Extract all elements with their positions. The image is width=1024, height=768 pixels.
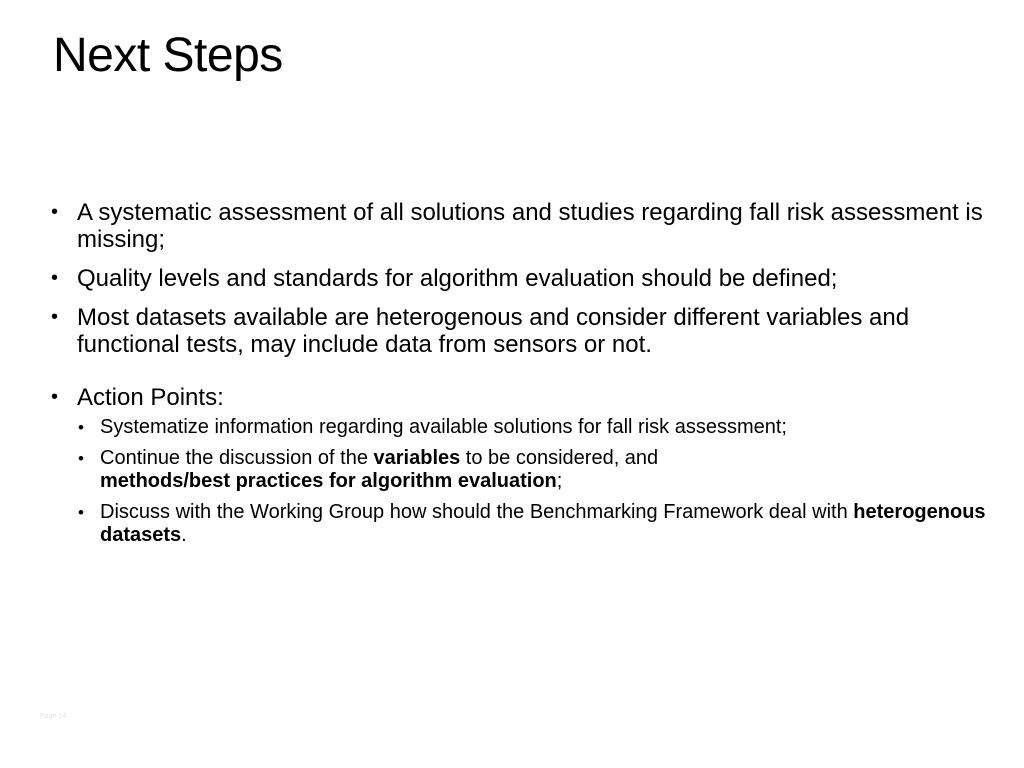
slide-title: Next Steps (53, 29, 283, 82)
sub-bullet-bold: variables (373, 447, 461, 469)
sub-bullet-text: Systematize information regarding available solutions for fall risk assessment; (100, 416, 787, 438)
bullet-item (48, 265, 988, 292)
sub-bullet-text: Continue the discussion of the (100, 447, 374, 469)
sub-bullet-marker: • (78, 503, 84, 522)
bullet-marker: • (51, 201, 59, 223)
bullet-text: Quality levels and standards for algorithm evaluation should be defined; (77, 265, 838, 292)
sub-bullet-bold: heterogenous datasets (100, 501, 986, 546)
page-number: Page 14 (40, 713, 67, 720)
sub-bullet-text: ; (556, 470, 563, 492)
sub-bullet-item (77, 416, 988, 439)
sub-bullet-text: . (181, 524, 187, 546)
sub-bullet-text: to be considered, and (460, 447, 659, 469)
bullet-item-action-points (48, 384, 988, 547)
bullet-text: A systematic assessment of all solutions and studies regarding fall risk assessment is missing; (77, 199, 983, 253)
sub-bullet-marker: • (78, 418, 84, 437)
bullet-marker: • (51, 306, 59, 328)
sub-bullet-marker: • (78, 449, 84, 468)
sub-bullet-bold: methods/best practices for algorithm evaluation (100, 470, 557, 492)
sub-bullet-item (77, 501, 988, 547)
action-points-list (77, 416, 988, 547)
slide-content (48, 199, 988, 559)
action-points-label: Action Points: (77, 384, 224, 411)
bullet-marker: • (51, 267, 59, 289)
bullet-list (48, 199, 988, 547)
sub-bullet-item (77, 447, 988, 493)
sub-bullet-text: Discuss with the Working Group how should the Benchmarking Framework deal with (100, 501, 854, 523)
bullet-item (48, 304, 988, 358)
bullet-marker: • (51, 386, 59, 408)
bullet-item (48, 199, 988, 253)
bullet-text: Most datasets available are heterogenous and consider different variables and functional tests, may include data from sensors or not. (77, 304, 910, 358)
